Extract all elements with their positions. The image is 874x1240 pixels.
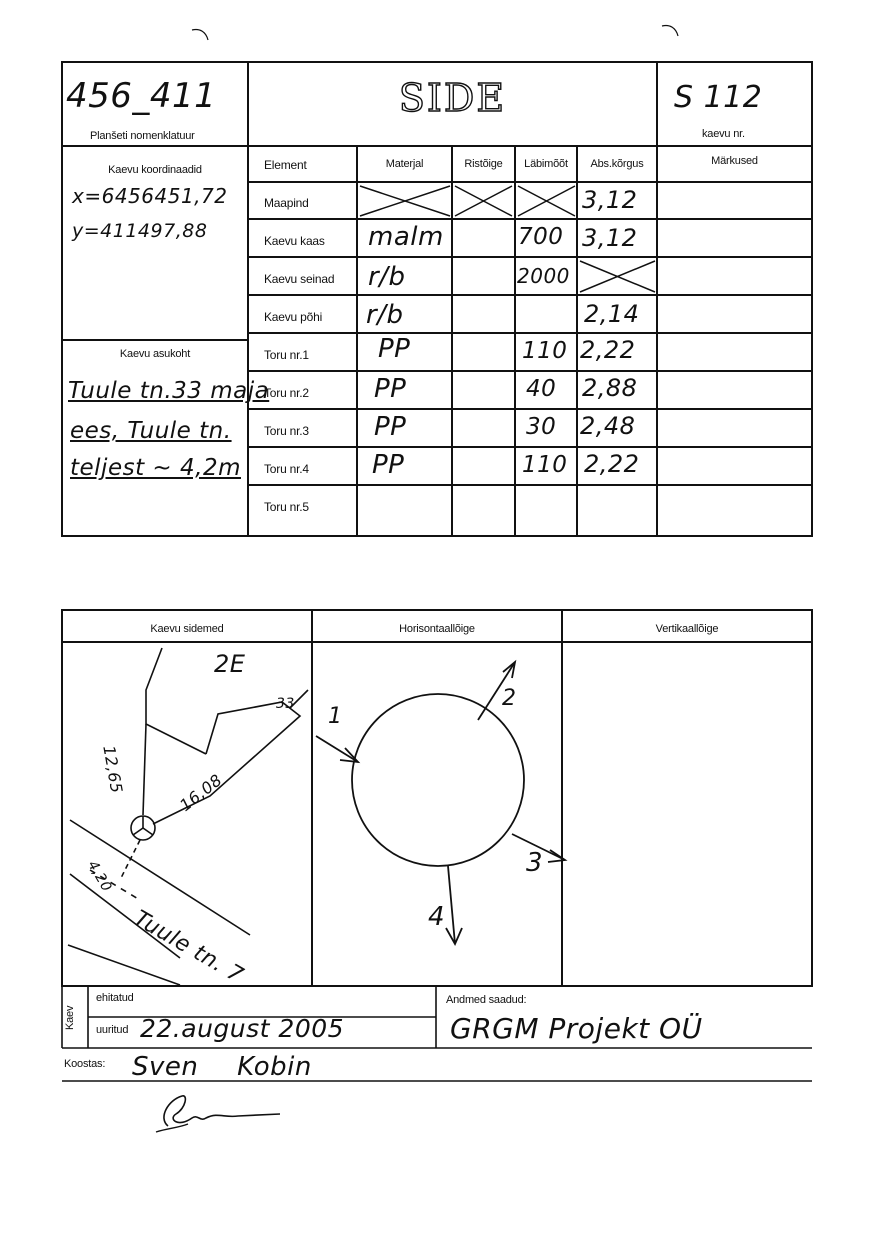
row-element: Toru nr.3 [264, 424, 309, 438]
corner-mark-left [190, 26, 220, 46]
row-element: Maapind [264, 196, 309, 210]
row-diameter: 30 [526, 414, 557, 440]
sketch-header-vertical: Vertikaallõige [655, 623, 719, 635]
data-from-value: GRGM Projekt OÜ [450, 1012, 703, 1045]
row-abs: 2,14 [584, 300, 640, 328]
well-number-label: kaevu nr. [702, 128, 745, 140]
pipe-label-4: 4 [428, 902, 446, 932]
sketch-header-horizontal: Horisontaallõige [399, 623, 475, 635]
row-abs: 2,22 [584, 450, 640, 478]
pipe-label-1: 1 [328, 704, 343, 729]
row-element: Toru nr.1 [264, 348, 309, 362]
surveyed-value: 22.august 2005 [140, 1014, 345, 1043]
footer-side-label: Kaev [64, 1005, 76, 1030]
col-header-notes: Märkused [711, 155, 758, 167]
location-line-2: ees, Tuule tn. [70, 418, 232, 444]
coordinate-y: y=411497,88 [72, 220, 208, 242]
data-from-label: Andmed saadud: [446, 994, 527, 1006]
row-element: Toru nr.5 [264, 500, 309, 514]
row-element: Toru nr.4 [264, 462, 309, 476]
house-number-label: 33 [276, 696, 295, 712]
row-element: Kaevu kaas [264, 234, 325, 248]
built-label: ehitatud [96, 992, 134, 1004]
row-material: PP [378, 334, 411, 364]
row-abs: 3,12 [582, 224, 638, 252]
building-label: 2E [214, 650, 246, 678]
col-header-material: Materjal [385, 158, 424, 170]
sketch-header-ties: Kaevu sidemed [150, 623, 224, 635]
coordinate-x: x=6456451,72 [72, 184, 228, 208]
row-material: r/b [366, 300, 404, 330]
row-material: PP [374, 412, 407, 442]
col-header-abs: Abs.kõrgus [590, 158, 644, 170]
card-title: SIDE [398, 76, 507, 120]
row-element: Toru nr.2 [264, 386, 309, 400]
tie-distance-3: 4,20 [84, 858, 115, 895]
row-material: PP [374, 374, 407, 404]
compiled-label: Koostas: [64, 1058, 106, 1070]
col-header-element: Element [264, 158, 307, 172]
row-material: malm [368, 222, 444, 252]
signature [148, 1088, 288, 1138]
tie-distance-1: 12,65 [99, 744, 127, 795]
well-number-value: S 112 [674, 80, 763, 115]
location-line-3: teljest ~ 4,2m [70, 455, 241, 481]
pipe-label-2: 2 [502, 686, 517, 711]
row-abs: 2,48 [580, 412, 636, 440]
nomenclature-label: Planšeti nomenklatuur [90, 130, 195, 142]
pipe-label-3: 3 [526, 848, 544, 878]
street-label: Tuule tn. 7 [129, 906, 248, 989]
location-line-1: Tuule tn.33 maja [68, 378, 270, 404]
nomenclature-value: 456_411 [66, 76, 217, 116]
col-header-diameter: Läbimõõt [524, 158, 568, 170]
compiled-value: Sven Kobin [132, 1052, 312, 1082]
corner-mark-right [660, 22, 690, 42]
row-element: Kaevu seinad [264, 272, 335, 286]
row-abs: 2,88 [582, 374, 638, 402]
surveyed-label: uuritud [96, 1024, 129, 1036]
row-abs: 2,22 [580, 336, 636, 364]
row-diameter: 110 [522, 452, 568, 478]
row-material: r/b [368, 262, 406, 292]
row-material: PP [372, 450, 405, 480]
row-abs: 3,12 [582, 186, 638, 214]
location-label: Kaevu asukoht [119, 348, 191, 360]
row-diameter: 110 [522, 338, 568, 364]
tie-distance-2: 16,08 [176, 770, 226, 815]
row-diameter: 40 [526, 376, 557, 402]
coordinates-label: Kaevu koordinaadid [108, 164, 202, 176]
row-element: Kaevu põhi [264, 310, 323, 324]
col-header-cross: Ristõige [464, 158, 503, 170]
row-diameter: 2000 [517, 264, 570, 288]
row-diameter: 700 [518, 224, 564, 250]
